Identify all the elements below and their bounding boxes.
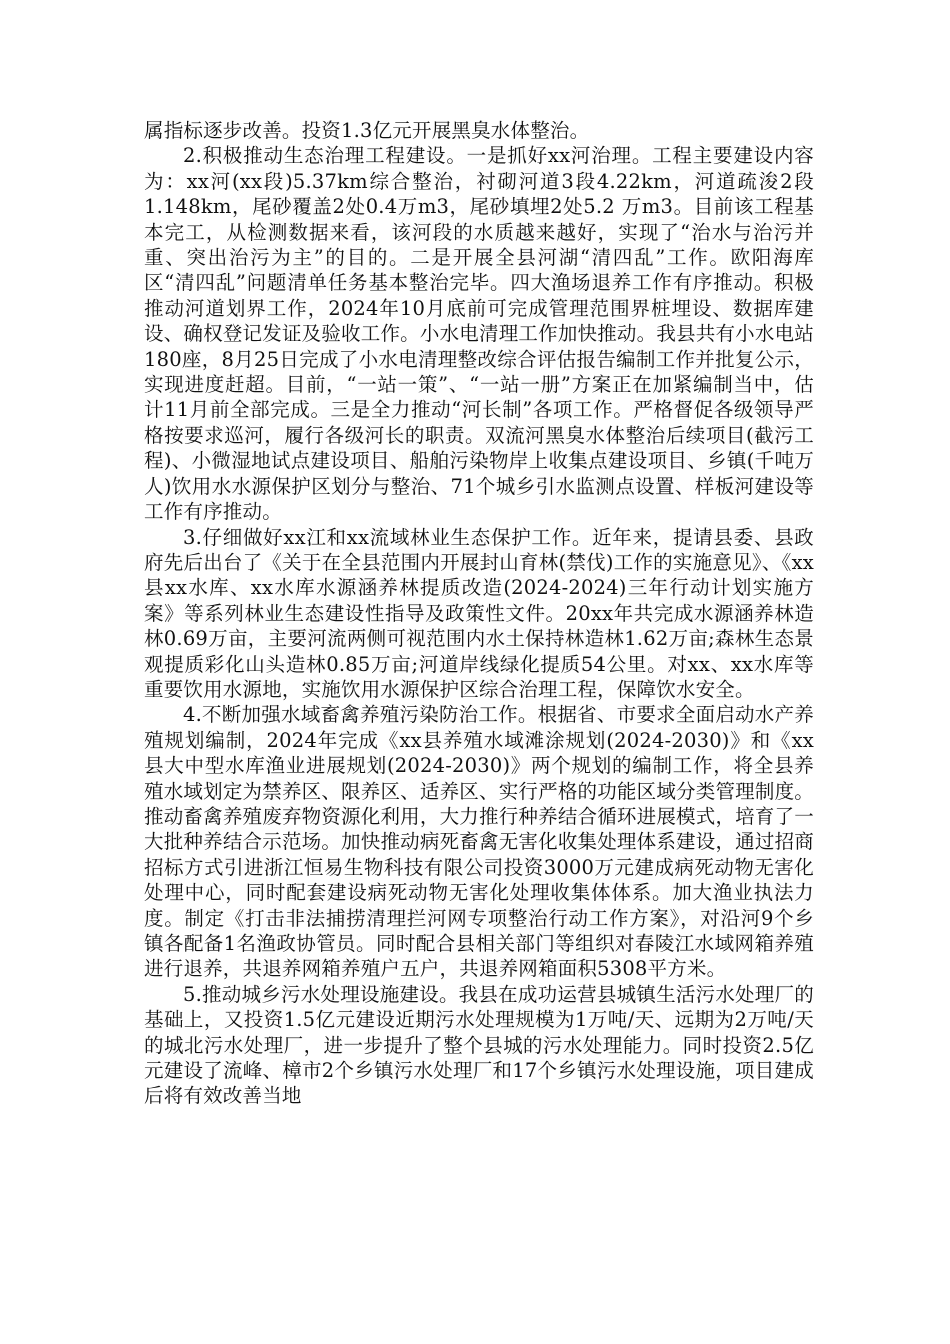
paragraph-forestry-protection: 3.仔细做好xx江和xx流域林业生态保护工作。近年来，提请县委、县政府先后出台了《关于在全县范围内开展封山育林(禁伐)工作的实施意见》、《xx县xx水库、xx水库水源涵养林提质改造(2024-2024)三年行动计划实施方案》等系列林业生态建设性指导及政策性文件。20xx年共完成水源涵养林造林0.69万亩，主要河流两侧可视范围内水土保持林造林1.62万亩;森林生态景观提质彩化山头造林0.85万亩;河道岸线绿化提质54公里。对xx、xx水库等重要饮用水源地，实施饮用水源保护区综合治理工程，保障饮水安全。 [144,525,814,701]
document-body [144,118,814,1109]
paragraph-aquaculture-pollution: 4.不断加强水域畜禽养殖污染防治工作。根据省、市要求全面启动水产养殖规划编制，2024年完成《xx县养殖水域滩涂规划(2024-2030)》和《xx县大中型水库渔业进展规划(2024-2030)》两个规划的编制工作，将全县养殖水域划定为禁养区、限养区、适养区、实行严格的功能区域分类管理制度。推动畜禽养殖废弃物资源化利用，大力推行种养结合循环进展模式，培育了一大批种养结合示范场。加快推动病死畜禽无害化收集处理体系建设，通过招商招标方式引进浙江恒易生物科技有限公司投资3000万元建成病死动物无害化处理中心，同时配套建设病死动物无害化处理收集体体系。加大渔业执法力度。制定《打击非法捕捞清理拦河网专项整治行动工作方案》，对沿河9个乡镇各配备1名渔政协管员。同时配合县相关部门等组织对春陵江水域网箱养殖进行退养，共退养网箱养殖户五户，共退养网箱面积5308平方米。 [144,703,814,981]
paragraph-ecological-governance: 2.积极推动生态治理工程建设。一是抓好xx河治理。工程主要建设内容为：xx河(xx段)5.37km综合整治，衬砌河道3段4.22km，河道疏浚2段1.148km，尾砂覆盖2处0.4万m3，尾砂填埋2处5.2 万m3。目前该工程基本完工，从检测数据来看，该河段的水质越来越好，实现了“治水与治污并重、突出治污为主”的目的。二是开展全县河湖“清四乱”工作。欧阳海库区“清四乱”问题清单任务基本整治完毕。四大渔场退养工作有序推动。积极推动河道划界工作，2024年10月底前可完成管理范围界桩埋设、数据库建设、确权登记发证及验收工作。小水电清理工作加快推动。我县共有小水电站180座，8月25日完成了小水电清理整改综合评估报告编制工作并批复公示，实现进度赶超。目前，“一站一策”、“一站一册”方案正在加紧编制当中，估计11月前全部完成。三是全力推动“河长制”各项工作。严格督促各级领导严格按要求巡河，履行各级河长的职责。双流河黑臭水体整治后续项目(截污工程)、小微湿地试点建设项目、船舶污染物岸上收集点建设项目、乡镇(千吨万人)饮用水水源保护区划分与整治、71个城乡引水监测点设置、样板河建设等工作有序推动。 [144,144,814,524]
paragraph-continuation: 属指标逐步改善。投资1.3亿元开展黑臭水体整治。 [144,119,590,142]
paragraph-sewage-treatment: 5.推动城乡污水处理设施建设。我县在成功运营县城镇生活污水处理厂的基础上，又投资1.5亿元建设近期污水处理规模为1万吨/天、远期为2万吨/天的城北污水处理厂，进一步提升了整个县城的污水处理能力。同时投资2.5亿元建设了流峰、樟市2个乡镇污水处理厂和17个乡镇污水处理设施，项目建成后将有效改善当地 [144,982,814,1108]
